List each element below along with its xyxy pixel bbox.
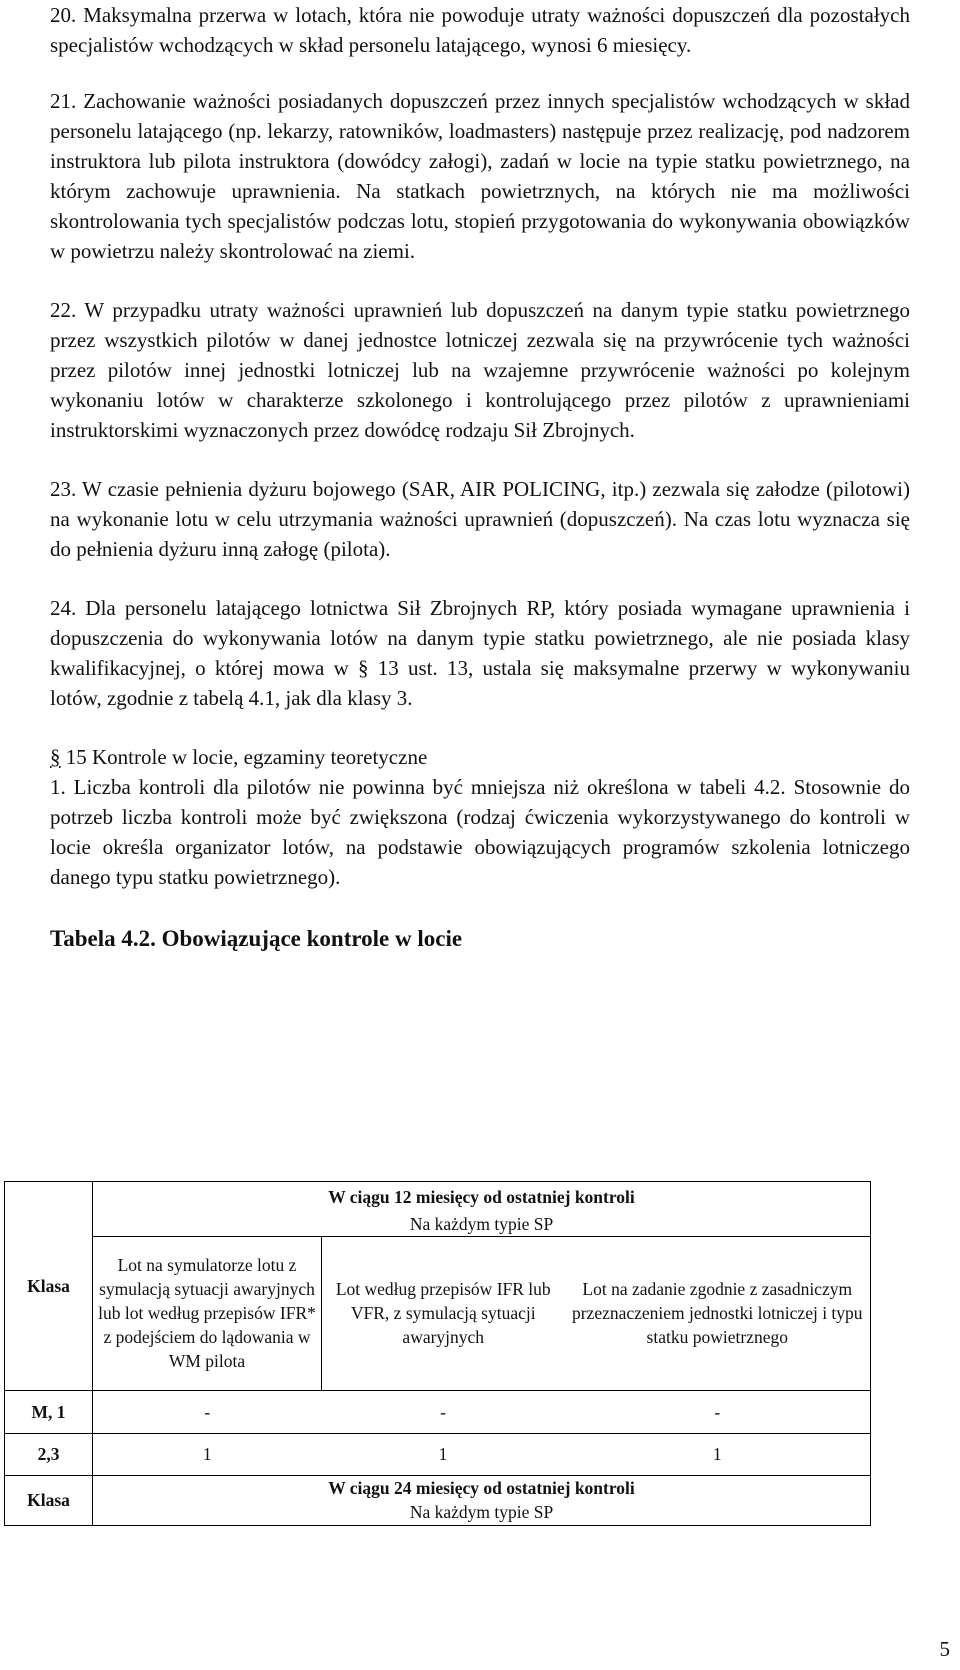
table-footer-row bbox=[5, 1475, 871, 1525]
paragraph-24: 24. Dla personelu latającego lotnictwa Sił Zbrojnych RP, który posiada wymagane uprawnienia i dopuszczenia do wykonywania lotów na danym typie statku powietrznego, ale nie posiada klasy kwalifikacyjnej, o której mowa w § 13 ust. 13, ustala się maksymalne przerwy w wykonywaniu lotów, zgodnie z tabelą 4.1, jak dla klasy 3. bbox=[50, 596, 910, 710]
section-15-paragraph-1: 1. Liczba kontroli dla pilotów nie powinna być mniejsza niż określona w tabeli 4.2. Stosownie do potrzeb liczba kontroli może być zwiększona (rodzaj ćwiczenia wykorzystywanego do kontroli w locie określa organizator lotów, na podstawie obowiązujących programów szkolenia lotniczego danego typu statku powietrznego). bbox=[50, 775, 910, 889]
table-row bbox=[5, 1433, 871, 1475]
page-number: 5 bbox=[939, 1637, 950, 1661]
row-klasa: 2,3 bbox=[5, 1433, 93, 1475]
section-15-heading bbox=[50, 742, 910, 772]
paragraph-21: 21. Zachowanie ważności posiadanych dopuszczeń przez innych specjalistów wchodzących w skład personelu latającego (np. lekarzy, ratowników, loadmasters) następuje przez realizację, pod nadzorem instruktora lub pilota instruktora (dowódcy załogi), zadań w locie na typie statku powietrznego, na którym zachowuje uprawnienia. Na statkach powietrznych, na których nie ma możliwości skontrolowania tych specjalistów podczas lotu, stopień przygotowania do wykonywania obowiązków w powietrzu należy skontrolować na ziemi. bbox=[50, 89, 910, 263]
row-cell-2: - bbox=[322, 1390, 565, 1433]
klasa-header-2: Klasa bbox=[5, 1475, 93, 1525]
table-row bbox=[5, 1390, 871, 1433]
group2-cell bbox=[93, 1475, 871, 1525]
group1-title: W ciągu 12 miesięcy od ostatniej kontroli bbox=[93, 1182, 871, 1212]
table-header-row-3 bbox=[5, 1236, 871, 1390]
klasa-header: Klasa bbox=[5, 1182, 93, 1391]
row-cell-1: - bbox=[93, 1390, 322, 1433]
group1-subtitle: Na każdym typie SP bbox=[93, 1212, 871, 1237]
col3-header: Lot na zadanie zgodnie z zasadniczym przeznaczeniem jednostki lotniczej i typu statku powietrznego bbox=[565, 1236, 871, 1390]
row-cell-2: 1 bbox=[322, 1433, 565, 1475]
table-header-row-1 bbox=[5, 1182, 871, 1212]
row-klasa: M, 1 bbox=[5, 1390, 93, 1433]
row-cell-1: 1 bbox=[93, 1433, 322, 1475]
table-title: Tabela 4.2. Obowiązujące kontrole w locie bbox=[50, 926, 463, 951]
section-symbol: § bbox=[50, 745, 61, 769]
group2-title: W ciągu 24 miesięcy od ostatniej kontroli bbox=[328, 1478, 635, 1498]
col1-header: Lot na symulatorze lotu z symulacją sytuacji awaryjnych lub lot według przepisów IFR* z podejściem do lądowania w WM pilota bbox=[93, 1236, 322, 1390]
group2-subtitle: Na każdym typie SP bbox=[409, 1502, 554, 1522]
paragraph-22: 22. W przypadku utraty ważności uprawnień lub dopuszczeń na danym typie statku powietrznego przez wszystkich pilotów w danej jednostce lotniczej zezwala się na przywrócenie tych ważności przez pilotów innej jednostki lotniczej lub na wzajemne przywrócenie ważności po kolejnym wykonaniu lotów w charakterze szkolonego i kontrolującego przez pilotów z uprawnieniami instruktorskimi wyznaczonych przez dowódcę rodzaju Sił Zbrojnych. bbox=[50, 298, 910, 442]
document-page bbox=[50, 0, 910, 954]
paragraph-20: 20. Maksymalna przerwa w lotach, która nie powoduje utraty ważności dopuszczeń dla pozostałych specjalistów wchodzących w skład personelu latającego, wynosi 6 miesięcy. bbox=[50, 3, 910, 57]
row-cell-3: 1 bbox=[565, 1433, 871, 1475]
table-header-row-2 bbox=[5, 1212, 871, 1237]
checks-table bbox=[4, 1181, 871, 1526]
paragraph-23: 23. W czasie pełnienia dyżuru bojowego (SAR, AIR POLICING, itp.) zezwala się załodze (pilotowi) na wykonanie lotu w celu utrzymania ważności uprawnień (dopuszczeń). Na czas lotu wyznacza się do pełnienia dyżuru inną załogę (pilota). bbox=[50, 477, 910, 561]
section-15-title: 15 Kontrole w locie, egzaminy teoretyczne bbox=[60, 745, 428, 769]
col2-header: Lot według przepisów IFR lub VFR, z symulacją sytuacji awaryjnych bbox=[322, 1236, 565, 1390]
row-cell-3: - bbox=[565, 1390, 871, 1433]
